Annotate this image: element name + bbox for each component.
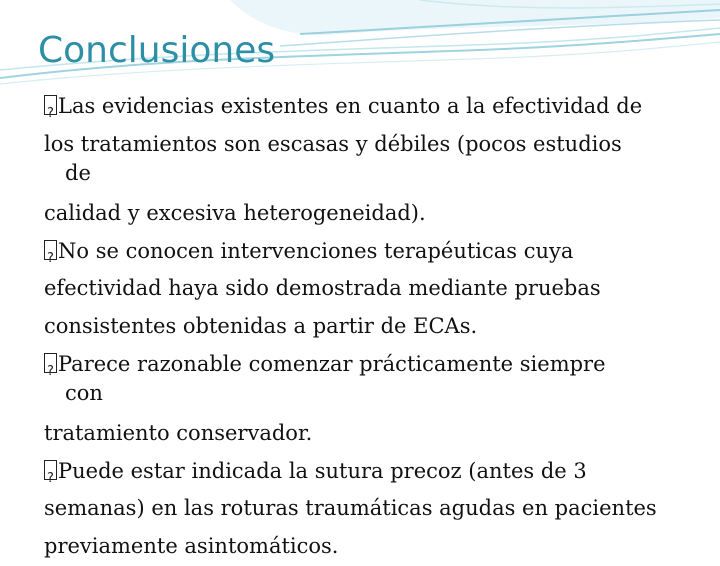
bullet-line [44,453,704,491]
missing-glyph-box-icon [44,95,57,115]
paragraph-text: previamente asintomáticos. [44,533,339,558]
bullet-paragraph [44,233,704,346]
paragraph-text: efectividad haya sido demostrada mediante pruebas [44,276,601,301]
missing-glyph-box-icon [44,353,57,373]
bullet-paragraph [44,453,704,566]
paragraph-text: tratamiento conservador. [44,421,313,446]
paragraph-text: semanas) en las roturas traumáticas agudas en pacientes [44,496,657,521]
bullet-line [44,346,704,384]
paragraph-text: Puede estar indicada la sutura precoz (antes de 3 [58,458,587,483]
slide-title: Conclusiones [38,30,276,71]
missing-glyph-box-icon [44,240,57,260]
bullet-line [44,88,704,126]
bullet-paragraph [44,346,704,453]
paragraph-text: los tratamientos son escasas y débiles (pocos estudios [44,131,622,156]
missing-glyph-box-icon [44,460,57,480]
slide-body [44,88,704,566]
paragraph-text: con [65,381,103,406]
bullet-paragraph [44,88,704,233]
paragraph-text: Las evidencias existentes en cuanto a la efectividad de [58,94,643,118]
paragraph-text: calidad y excesiva heterogeneidad). [44,201,426,226]
paragraph-text: Parece razonable comenzar prácticamente siempre [58,351,606,376]
paragraph-text: No se conocen intervenciones terapéuticas cuya [58,238,574,263]
paragraph-text: de [65,161,91,186]
bullet-line [44,233,704,271]
paragraph-text: consistentes obtenidas a partir de ECAs. [44,313,478,338]
